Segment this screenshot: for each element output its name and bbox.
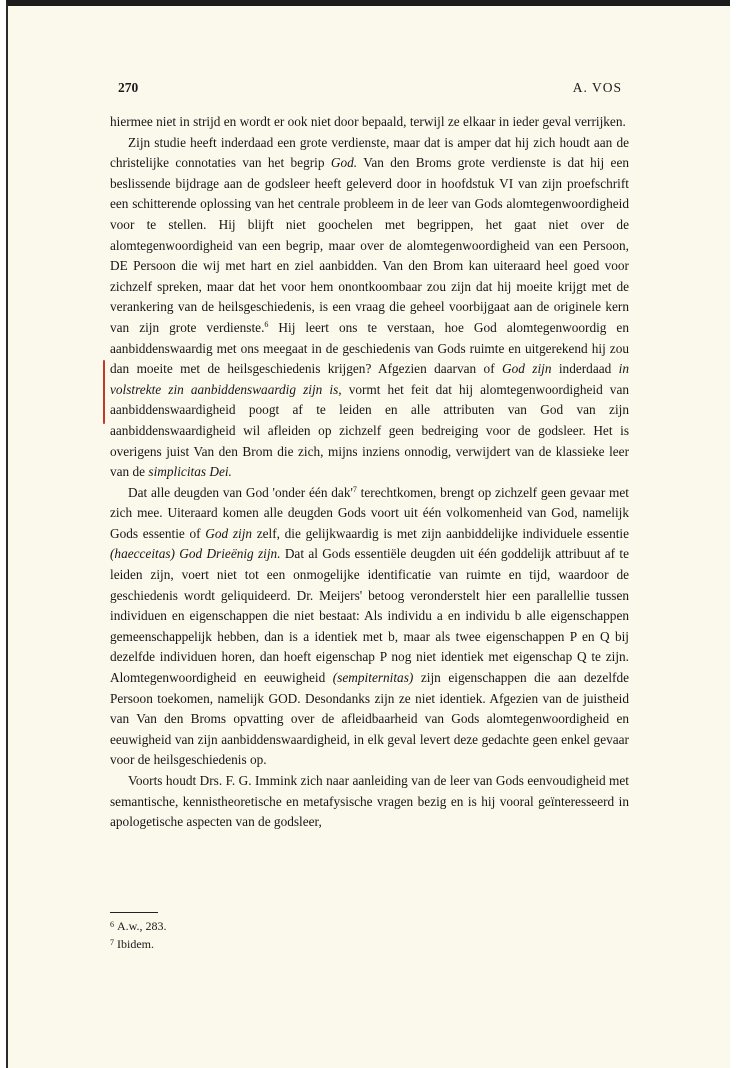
paragraph [110,483,629,771]
italic-text: (sempiternitas) [332,670,414,686]
page-number: 270 [118,80,139,95]
paragraph [110,112,629,133]
italic-text: God. [330,155,358,171]
running-author: A. VOS [572,80,622,95]
footnote-text: Ibidem. [117,936,154,951]
body-text [110,112,629,833]
text-run: Hij leert ons te verstaan, hoe God alomtegenwoordig en aanbiddenswaardig met ons meegaat in de geschiedenis van Gods ruimte en uitgerekend hij zou dan moeite met de heilsgeschiedenis krijgen? Afgezien daarvan of [110,319,629,377]
italic-text: God zijn [205,525,253,541]
running-header [118,80,622,96]
footnote-marker: 7 [352,484,357,494]
footnote-rule [110,912,158,913]
footnote-number: 7 [110,937,114,947]
footnotes [110,917,167,952]
footnote [110,917,167,935]
footnote-text: A.w., 283. [117,919,167,933]
text-run: inderdaad [551,361,619,377]
italic-text: simplicitas Dei. [148,464,232,480]
italic-text: God zijn [502,361,552,377]
text-run: vormt het feit dat hij alomtegenwoordigheid van aanbiddenswaardigheid poogt af te leiden en alle attributen van God van zijn aanbiddenswaardigheid wil afleiden op zichzelf geen bedreiging voor de godsleer. Het is overigens juist Van den Brom die zich, mijns inziens onnodig, verwijdert van de klassieke leer van de [110,381,629,480]
text-run: zijn eigenschappen die aan dezelfde Persoon toekomen, namelijk GOD. Desondanks zijn ze niet identiek. Afgezien van de juistheid van Van den Broms opvatting over de afleidbaarheid van Gods alomtegenwoordigheid en eeuwigheid van zijn aanbiddenswaardigheid, in elk geval levert deze gedachte geen enkel gevaar voor de heilsgeschiedenis op. [110,670,629,768]
footnote [110,935,167,953]
text-run: Dat alle deugden van God 'onder één dak' [128,484,353,500]
footnote-marker: 6 [264,319,269,329]
text-run: Dat al Gods essentiële deugden uit één goddelijk attribuut af te leiden zijn, voert niet tot een onmogelijke identificatie van ruimte en tijd, waardoor de geschiedenis wordt geliquideerd. Dr. Meijers' betoog veronderstelt hier een parallellie tussen individuen en eigenschappen die niet bestaat: Als individu a en individu b alle eigenschappen gemeenschappelijk hebben, dan is a identiek met b, maar als twee eigenschappen P en Q bij dezelfde individuen horen, dan hoeft eigenschap P nog niet identiek met eigenschap Q te zijn. Alomtegenwoordigheid en eeuwigheid [110,546,629,686]
text-run: Zijn studie heeft inderdaad een grote verdienste, maar dat is amper dat hij zich houdt aan de christelijke connotaties van het begrip [110,134,629,171]
italic-text: in volstrekte zin aanbiddenswaardig zijn is, [110,361,629,397]
text-run: zelf, die gelijkwaardig is met zijn aanbiddelijke individuele essentie [252,525,630,541]
text-run: hiermee niet in strijd en wordt er ook niet door bepaald, terwijl ze elkaar in ieder geval verrijken. [110,114,626,129]
text-run: Voorts houdt Drs. F. G. Immink zich naar aanleiding van de leer van Gods eenvoudigheid met semantische, kennistheoretische en metafysische vragen bezig en is hij vooral geïnteresseerd in apologetische aspecten van de godsleer, [110,773,629,830]
paragraph [110,133,629,483]
paragraph [110,771,629,833]
text-run: terechtkomen, brengt op zichzelf geen gevaar met zich mee. Uiteraard komen alle deugden Gods voort uit één volkomenheid van God, namelijk Gods essentie of [110,484,629,541]
margin-annotation-mark [103,360,105,424]
footnote-number: 6 [110,920,114,929]
text-run: Van den Broms grote verdienste is dat hij een beslissende bijdrage aan de godsleer heeft geleverd door in hoofdstuk VI van zijn proefschrift een schitterende oplossing van het centrale probleem in de leer van Gods alomtegenwoordigheid voor te stellen. Hij blijft niet goochelen met begrippen, het gaat niet over de alomtegenwoordigheid van een begrip, maar over de alomtegenwoordigheid van een Persoon, DE Persoon die wij met hart en ziel aanbidden. Van den Brom kan uiteraard heel goed voor zichzelf spreken, maar dat het voor hem onontkoombaar zou zijn dat hij moeite krijgt met de verankering van de heilsgeschiedenis, is een vraag die geheel voorbijgaat aan de originele kern van zijn grote verdienste. [110,155,629,335]
italic-text: (haecceitas) God Drieënig zijn. [110,546,281,562]
